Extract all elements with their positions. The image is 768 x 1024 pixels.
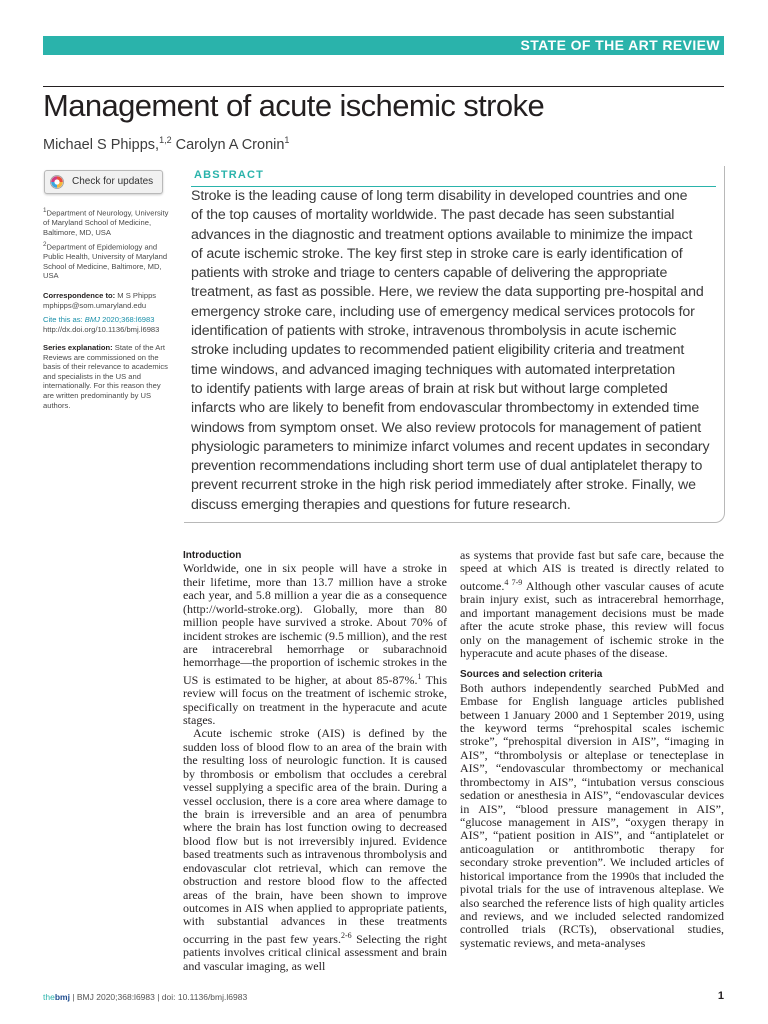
author-name: Carolyn A Cronin [171, 136, 285, 153]
check-for-updates-button[interactable] [44, 170, 163, 194]
affiliation-marker: 1 [284, 135, 290, 145]
abstract-heading: ABSTRACT [194, 169, 265, 181]
footer-citation: thebmj | BMJ 2020;368:l6983 | doi: 10.1136/bmj.l6983 [43, 992, 248, 1002]
paragraph: Acute ischemic stroke (AIS) is defined by the sudden loss of blood flow to an area of the brain with the resulting loss of neurologic function. It is caused by thrombosis or embolism that occludes a cerebral vessel supplying a specific area of the brain. During a vessel occlusion, there is a core area where damage to the brain is irreversible and an area of penumbra where the brain has lost function owing to decreased blood flow but is not irreversibly injured. Evidence based treatments such as intravenous thrombolysis and endovascular clot retrieval, which can remove the obstruction and restore blood flow to the affected areas of the brain, have been shown to improve outcomes in AIS when applied to appropriate patients, with substantial advances in these treatments occurring in the past few years.$^{2-6}$ Selecting the right patients involves critical clinical assessment and brain and vascular imaging, as well [183, 726, 448, 973]
body-column-left [183, 549, 447, 973]
section-heading-sources: Sources and selection criteria [460, 669, 603, 681]
section-label: STATE OF THE ART REVIEW [520, 37, 720, 53]
citation-info: Cite this as: BMJ 2020;368:l6983 http://dx.doi.org/10.1136/bmj.l6983 [43, 315, 160, 334]
abstract-text: Stroke is the leading cause of long term disability in developed countries and one of the top causes of mortality worldwide. The past decade has seen substantial advances in the diagnostic and treatment options available to minimize the impact of acute ischemic stroke. The key first step in stroke care is early identification of patients with stroke and triage to centers capable of delivering the appropriate treatment, as fast as possible. Here, we review the data supporting pre-hospital and emergency stroke care, including use of emergency medical services protocols for identification of patients with stroke, intravenous thrombolysis in acute ischemic stroke including updates to recommended patient eligibility criteria and treatment time windows, and advanced imaging techniques with automated interpretation to identify patients with large areas of brain at risk but without large completed infarcts who are likely to benefit from endovascular thrombectomy in extended time windows from symptom onset. We also review protocols for management of patient physiologic parameters to minimize infarct volumes and recent updates in secondary prevention recommendations including short term use of dual antiplatelet therapy to prevent recurrent stroke in the high risk period immediately after stroke. Finally, we discuss emerging therapies and questions for future research. [191, 188, 710, 513]
author-name: Michael S Phipps, [43, 136, 160, 153]
header-divider [43, 86, 724, 87]
paragraph: as systems that provide fast but safe care, because the speed at which AIS is treated is directly related to outcome.$^{4 7-9}$ Although other vascular causes of acute brain injury exist, such as intracerebral hemorrhage, and important management decisions must be made after the acute stroke phase, this review will focus only on the management of ischemic stroke in the hyperacute and acute phases of the disease. [460, 548, 724, 660]
article-title: Management of acute ischemic stroke [43, 88, 545, 123]
body-column-right [460, 549, 724, 950]
journal-logo-bmj: bmj [54, 992, 70, 1002]
journal-logo-the: the [43, 992, 55, 1002]
correspondence-email[interactable]: mphipps@som.umaryland.edu [43, 300, 147, 310]
page-number: 1 [717, 990, 724, 1002]
section-banner [43, 36, 724, 55]
section-heading-introduction: Introduction [183, 550, 242, 561]
correspondence: Correspondence to: M S Phipps mphipps@som.umaryland.edu [43, 291, 157, 310]
paragraph: Worldwide, one in six people will have a stroke in their lifetime, more than 13.7 million have a stroke each year, and 5.8 million a year die as a consequence (http://world-stroke.org). Globally, more than 80 million people have survived a stroke. About 70% of incident strokes are ischemic (9.5 million), and the rest are intracerebral hemorrhage or subarachnoid hemorrhage—the proportion of ischemic strokes in the US is estimated to be higher, at about 85-87%.$^1$ This review will focus on the treatment of ischemic stroke, specifically on treatment in the hyperacute and acute stages. [183, 561, 447, 728]
check-for-updates-label: Check for updates [72, 176, 154, 187]
author-line [43, 135, 289, 153]
affiliation-marker: 1,2 [159, 135, 172, 145]
doi-link[interactable]: http://dx.doi.org/10.1136/bmj.l6983 [43, 324, 160, 334]
affiliation-1: $^1$Department of Neurology, University of Maryland School of Medicine, Baltimore, MD, USA [43, 207, 169, 237]
crossmark-icon [50, 175, 64, 189]
affiliation-2: $^2$Department of Epidemiology and Public Health, University of Maryland School of Medicine, Baltimore, MD, USA [43, 241, 168, 281]
paragraph: Both authors independently searched PubMed and Embase for English language articles published between 1 January 2000 and 1 September 2019, using the keyword terms “prehospital scales ischemic stroke”, “prehospital diversion in AIS”, “imaging in AIS”, “thrombolysis or alteplase or tenecteplase in AIS”, “endovascular thrombectomy or mechanical thrombectomy in AIS”, “intubation versus conscious sedation or anesthesia in AIS”, “endovascular devices in AIS”, “blood pressure management in AIS”, “glucose management in AIS”, “oxygen therapy in AIS”, “patient position in AIS”, and “antiplatelet or anticoagulation or antithrombotic therapy for secondary stroke prevention”. We included articles of historical importance from the 1990s that included the pivotal trials for the use of intravenous alteplase. We also searched the reference lists of high quality articles and reviews, and we included selected randomized controlled trials (RCTs), observational studies, systematic reviews, and meta-analyses [460, 680, 724, 950]
series-explanation: Series explanation: State of the Art Reviews are commissioned on the basis of their relevance to academics and specialists in the US and internationally. For this reason they are written predominantly by US authors. [43, 343, 168, 410]
